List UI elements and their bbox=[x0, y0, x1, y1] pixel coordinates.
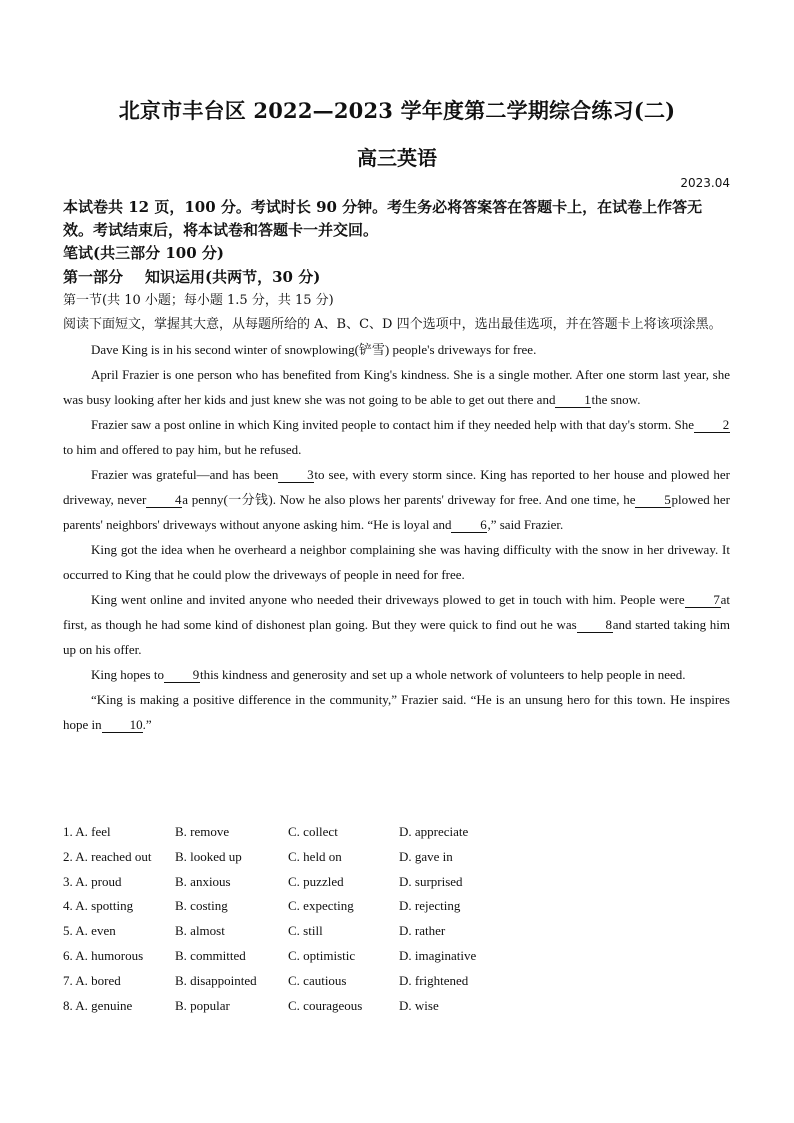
blank-5: 5 bbox=[635, 493, 671, 508]
option-b: B. disappointed bbox=[175, 972, 257, 988]
option-a: 6. A. humorous bbox=[63, 947, 144, 963]
question-row bbox=[63, 919, 730, 944]
option-a: 3. A. proud bbox=[63, 873, 122, 889]
passage-text: this kindness and generosity and set up a whole network of volunteers to help people in need. bbox=[199, 667, 686, 682]
part1-heading bbox=[63, 265, 730, 289]
part1-label: 第一部分 bbox=[63, 268, 124, 286]
passage-paragraph-8 bbox=[63, 687, 730, 737]
question-row bbox=[63, 894, 730, 919]
option-d: D. frightened bbox=[399, 972, 469, 988]
instructions: 阅读下面短文，掌握其大意，从每题所给的 A、B、C、D 四个选项中，选出最佳选项，并在答题卡上将该项涂黑。 bbox=[63, 317, 722, 332]
question-row bbox=[63, 845, 730, 870]
passage-text: .” bbox=[142, 717, 152, 732]
option-d: D. rather bbox=[399, 923, 446, 939]
passage-text: ,” said Frazier. bbox=[487, 517, 564, 532]
option-b: B. anxious bbox=[175, 873, 231, 889]
passage-text: a penny(一分钱). Now he also plows her parents' driveway for free. And one time, he bbox=[182, 492, 636, 507]
passage-text: Frazier saw a post online in which King invited people to contact him if they needed help with that day's storm. She bbox=[91, 417, 694, 432]
option-a: 2. A. reached out bbox=[63, 848, 152, 864]
option-c: C. puzzled bbox=[288, 873, 344, 889]
passage-text: the snow. bbox=[591, 392, 641, 407]
passage-text: to him and offered to pay him, but he refused. bbox=[63, 442, 302, 457]
passage-text: April Frazier is one person who has benefited from King's kindness. She is a single mother. After one storm last year, she was busy looking after her kids and just knew she was not going to be able to get out there and bbox=[63, 367, 730, 407]
option-d: D. rejecting bbox=[399, 898, 461, 914]
section1-heading: 第一节(共 10 小题；每小题 1.5 分，共 15 分) bbox=[63, 293, 334, 308]
passage-text: King went online and invited anyone who needed their driveways plowed to get in touch with him. People were bbox=[91, 592, 685, 607]
option-b: B. costing bbox=[175, 898, 228, 914]
option-c: C. held on bbox=[288, 848, 342, 864]
option-b: B. looked up bbox=[175, 848, 242, 864]
option-a: 1. A. feel bbox=[63, 824, 111, 839]
option-c: C. courageous bbox=[288, 997, 363, 1013]
option-a: 7. A. bored bbox=[63, 972, 121, 988]
option-d: D. gave in bbox=[399, 848, 453, 864]
option-b: B. remove bbox=[175, 824, 230, 839]
passage-paragraph-3 bbox=[63, 412, 730, 462]
option-c: C. cautious bbox=[288, 972, 347, 988]
question-row bbox=[63, 944, 730, 969]
option-d: D. appreciate bbox=[399, 824, 469, 839]
option-d: D. surprised bbox=[399, 873, 463, 889]
option-b: B. almost bbox=[175, 923, 225, 939]
exam-subtitle: 高三英语 bbox=[357, 146, 437, 170]
exam-date: 2023.04 bbox=[680, 176, 730, 190]
passage-paragraph-1: Dave King is in his second winter of snowplowing(铲雪) people's driveways for free. bbox=[91, 342, 537, 357]
exam-content bbox=[63, 196, 730, 737]
part1-title: 知识运用(共两节，30 分) bbox=[145, 268, 321, 286]
option-a: 5. A. even bbox=[63, 923, 116, 939]
passage-text: King hopes to bbox=[91, 667, 164, 682]
question-row bbox=[63, 969, 730, 994]
option-c: C. collect bbox=[288, 824, 338, 839]
passage-text: plowed her parents' neighbors' driveways without anyone asking him. “He is loyal and bbox=[63, 492, 730, 532]
option-d: D. wise bbox=[399, 997, 439, 1013]
option-d: D. imaginative bbox=[399, 947, 477, 963]
written-section-heading: 笔试(共三部分 100 分) bbox=[63, 244, 224, 262]
option-b: B. popular bbox=[175, 997, 230, 1013]
blank-1: 1 bbox=[555, 393, 591, 408]
blank-3: 3 bbox=[278, 468, 314, 483]
option-c: C. expecting bbox=[288, 898, 354, 914]
blank-8: 8 bbox=[577, 618, 613, 633]
question-row bbox=[63, 994, 730, 1019]
passage-paragraph-4 bbox=[63, 462, 730, 537]
blank-4: 4 bbox=[146, 493, 182, 508]
passage-paragraph-7 bbox=[63, 662, 730, 687]
passage-text: “King is making a positive difference in the community,” Frazier said. “He is an unsung hero for this town. He inspires hope in bbox=[63, 692, 730, 732]
option-c: C. optimistic bbox=[288, 947, 356, 963]
option-c: C. still bbox=[288, 923, 323, 939]
passage-paragraph-6 bbox=[63, 587, 730, 662]
option-b: B. committed bbox=[175, 947, 246, 963]
passage-paragraph-2 bbox=[63, 362, 730, 412]
question-row bbox=[63, 870, 730, 895]
exam-notice: 本试卷共 12 页，100 分。考试时长 90 分钟。考生务必将答案答在答题卡上，在试卷上作答无效。考试结束后，将本试卷和答题卡一并交回。 bbox=[63, 198, 703, 239]
exam-title: 北京市丰台区 2022—2023 学年度第二学期综合练习(二) bbox=[118, 98, 676, 123]
blank-7: 7 bbox=[685, 593, 721, 608]
option-a: 4. A. spotting bbox=[63, 898, 134, 914]
blank-6: 6 bbox=[451, 518, 487, 533]
option-a: 8. A. genuine bbox=[63, 997, 133, 1013]
passage-text: to see, with every storm since. King has reported to her house and plowed her driveway, never bbox=[63, 467, 730, 507]
passage-text: Frazier was grateful—and has been bbox=[91, 467, 279, 482]
blank-9: 9 bbox=[164, 668, 200, 683]
blank-10: 10 bbox=[102, 718, 143, 733]
passage-text: and started taking him up on his offer. bbox=[63, 617, 731, 657]
blank-2: 2 bbox=[694, 418, 730, 433]
passage-text: at first, as though he had some kind of dishonest plan going. But they were quick to find out he was bbox=[63, 592, 730, 632]
question-row bbox=[63, 820, 730, 845]
passage-paragraph-5: King got the idea when he overheard a neighbor complaining she was having difficulty with the snow in her driveway. It occurred to King that he could plow the driveways of people in need for free. bbox=[63, 542, 730, 582]
question-options bbox=[63, 820, 730, 1018]
